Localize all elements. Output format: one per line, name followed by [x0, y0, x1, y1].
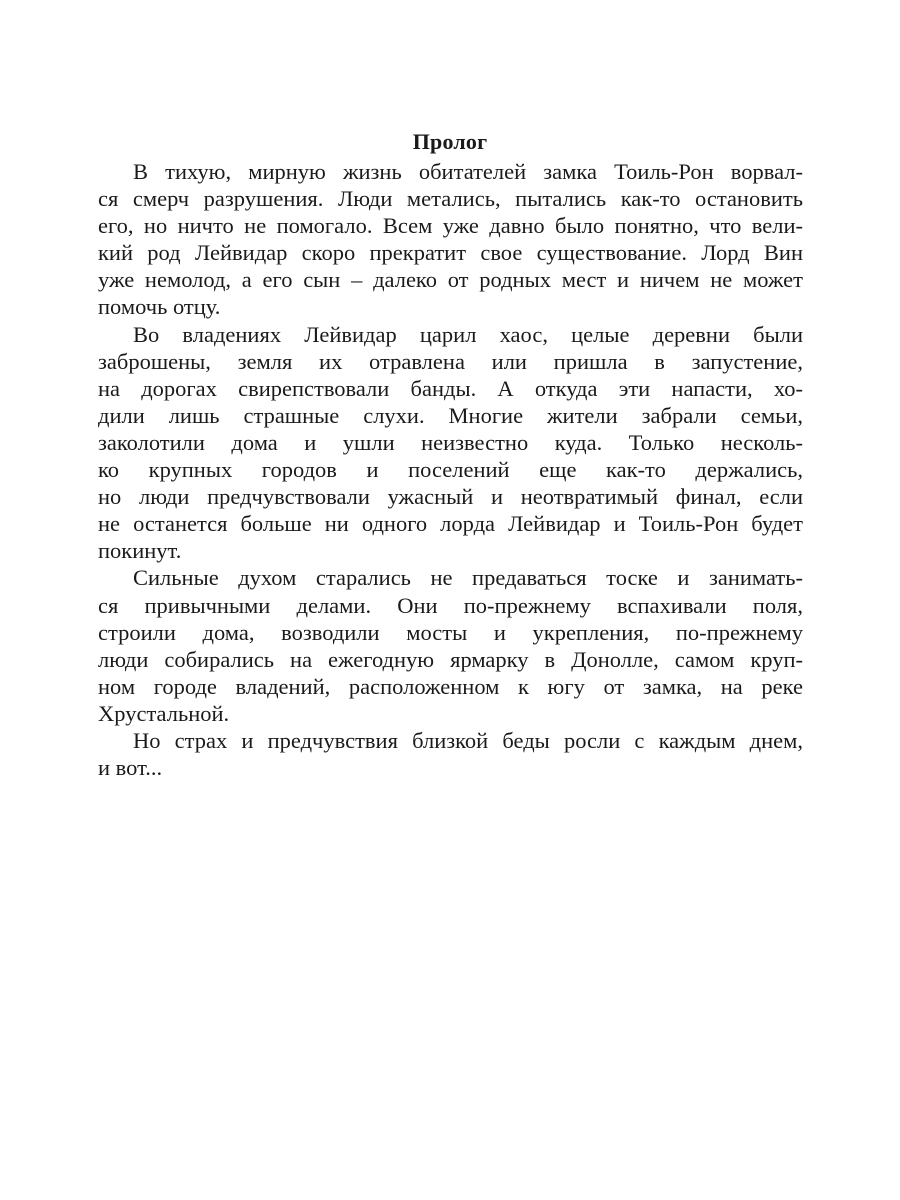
text-line: его, но ничто не помогало. Всем уже давно было понятно, что вели- [98, 213, 803, 239]
text-line: на дорогах свирепствовали банды. А откуда эти напасти, хо- [98, 375, 803, 401]
paragraph-3 [98, 564, 803, 727]
text-line: люди собирались на ежегодную ярмарку в Донолле, самом круп- [98, 646, 803, 672]
text-line: кий род Лейвидар скоро прекратит свое существование. Лорд Вин [98, 240, 803, 266]
text-line: помочь отцу. [98, 294, 221, 320]
text-line: ся смерч разрушения. Люди метались, пытались как-то остановить [98, 186, 803, 212]
text-line: покинут. [98, 538, 182, 564]
text-line: не останется больше ни одного лорда Лейвидар и Тоиль-Рон будет [98, 511, 803, 537]
text-line: и вот... [98, 755, 163, 781]
chapter-title: Пролог [412, 128, 488, 154]
text-line: Сильные духом старались не предаваться тоске и занимать- [133, 565, 803, 591]
text-line: Но страх и предчувствия близкой беды росли с каждым днем, [133, 727, 803, 753]
text-line: ном городе владений, расположенном к югу от замка, на реке [98, 673, 803, 699]
text-line: заброшены, земля их отравлена или пришла в запустение, [98, 348, 803, 374]
text-line: строили дома, возводили мосты и укрепления, по-прежнему [98, 619, 803, 645]
paragraph-4 [98, 727, 803, 781]
text-line: но люди предчувствовали ужасный и неотвратимый финал, если [98, 484, 803, 510]
paragraph-1 [98, 158, 803, 321]
paragraph-2 [98, 321, 803, 565]
text-line: ко крупных городов и поселений еще как-то держались, [98, 457, 803, 483]
text-line: В тихую, мирную жизнь обитателей замка Тоиль-Рон ворвал- [133, 159, 803, 184]
text-line: уже немолод, а его сын – далеко от родных мест и ничем не может [98, 267, 803, 293]
text-line: дили лишь страшные слухи. Многие жители забрали семьи, [98, 402, 803, 428]
text-line: ся привычными делами. Они по-прежнему вспахивали поля, [98, 592, 803, 618]
text-line: Хрустальной. [98, 700, 230, 726]
body-text [98, 158, 803, 781]
text-line: Во владениях Лейвидар царил хаос, целые деревни были [133, 321, 803, 347]
text-line: заколотили дома и ушли неизвестно куда. Только несколь- [98, 429, 803, 455]
